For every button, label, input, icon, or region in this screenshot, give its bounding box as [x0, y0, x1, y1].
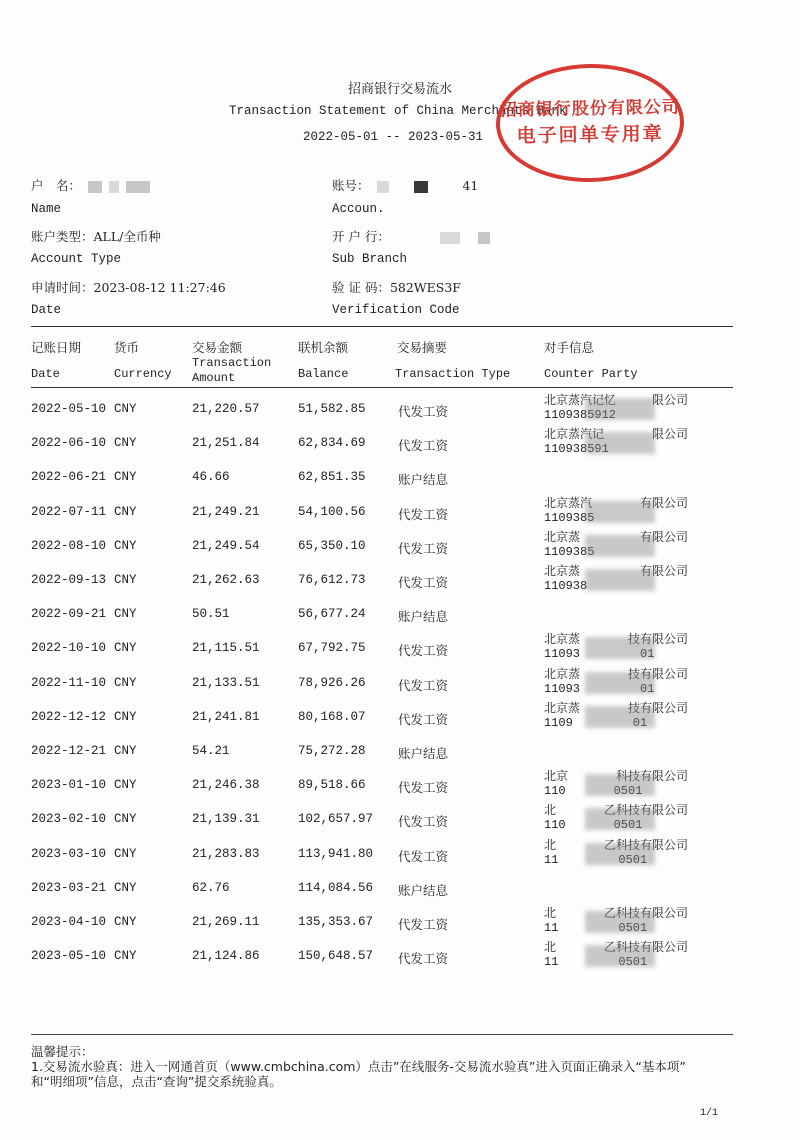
- cell-date: 2022-09-13: [31, 573, 107, 587]
- col-header-date-en: Date: [31, 367, 60, 381]
- tips-block: [31, 1044, 686, 1089]
- counterparty-account: 11 0501: [544, 955, 648, 970]
- cell-currency: CNY: [114, 641, 137, 656]
- cell-balance: 62,851.35: [298, 470, 366, 485]
- redaction-mosaic: [585, 535, 655, 557]
- cell-balance: 75,272.28: [298, 744, 366, 758]
- counterparty-account: 110938: [544, 579, 588, 593]
- cell-currency: CNY: [114, 709, 137, 724]
- cell-balance: 78,926.26: [298, 675, 366, 690]
- cell-currency: CNY: [114, 880, 137, 895]
- cell-date: 2022-06-21: [31, 470, 107, 485]
- counterparty-name: 北京蒸汽记 限公司: [544, 427, 689, 442]
- cell-date: 2022-12-12: [31, 709, 107, 724]
- col-header-type-en: Transaction Type: [395, 367, 511, 381]
- col-header-date-cn: 记账日期: [31, 340, 82, 355]
- cell-type: 代发工资: [398, 575, 449, 590]
- cell-amount: 21,220.57: [192, 402, 260, 416]
- table-row: [0, 427, 800, 470]
- col-header-counterparty-cn: 对手信息: [544, 340, 595, 355]
- sub-branch-label-cn: [332, 227, 490, 245]
- counterparty-name: 北京蒸 技有限公司: [544, 666, 689, 681]
- cell-amount: 21,241.81: [192, 709, 260, 724]
- cell-balance: 51,582.85: [298, 402, 366, 416]
- cell-balance: 76,612.73: [298, 573, 366, 587]
- col-header-counterparty-en: Counter Party: [544, 367, 638, 381]
- cell-amount: 21,283.83: [192, 846, 260, 861]
- counterparty-name: 北京 科技有限公司: [544, 769, 689, 784]
- cell-amount: 62.76: [192, 880, 230, 895]
- cell-amount: 21,115.51: [192, 641, 260, 656]
- sub-branch-cn-text: 开 户 行：: [332, 229, 390, 244]
- cell-date: 2023-05-10: [31, 949, 107, 964]
- cell-currency: CNY: [114, 675, 137, 690]
- cell-date: 2022-06-10: [31, 436, 107, 451]
- statement-period: 2022-05-01 -- 2023-05-31: [303, 130, 484, 144]
- cell-date: 2022-07-11: [31, 504, 107, 519]
- cell-currency: CNY: [114, 915, 137, 929]
- counterparty-name: 北京蒸汽 有限公司: [544, 495, 689, 510]
- cell-currency: CNY: [114, 778, 137, 793]
- cell-currency: CNY: [114, 402, 137, 416]
- redaction-mosaic: [585, 637, 655, 659]
- counterparty-name: 北京蒸 有限公司: [544, 529, 689, 544]
- cell-type: 代发工资: [398, 917, 449, 932]
- redaction-block: [126, 181, 150, 193]
- cell-type: 代发工资: [398, 780, 449, 796]
- table-row: [0, 700, 800, 744]
- cell-amount: 21,133.51: [192, 675, 260, 690]
- redaction-block: [478, 232, 490, 244]
- cell-date: 2022-09-21: [31, 607, 107, 622]
- cell-currency: CNY: [114, 607, 137, 622]
- redaction-mosaic: [585, 945, 655, 967]
- account-name-label-en: Name: [31, 202, 62, 216]
- cell-balance: 113,941.80: [298, 846, 374, 861]
- redaction-block: [377, 181, 389, 193]
- seal-line-2: 电子回单专用章: [516, 122, 664, 148]
- col-header-currency-en: Currency: [114, 367, 172, 381]
- cell-currency: CNY: [114, 436, 137, 451]
- footer-divider: [31, 1034, 733, 1035]
- cell-amount: 21,139.31: [192, 812, 260, 827]
- counterparty-account: 110 0501: [544, 818, 643, 833]
- cell-date: 2022-12-21: [31, 744, 107, 758]
- redaction-block: [109, 181, 119, 193]
- cell-amount: 21,251.84: [192, 436, 260, 451]
- cell-type: 账户结息: [398, 746, 449, 761]
- cell-amount: 21,249.21: [192, 504, 260, 519]
- cell-balance: 67,792.75: [298, 641, 366, 656]
- redaction-mosaic: [585, 808, 655, 830]
- cell-amount: 21,262.63: [192, 573, 260, 587]
- redaction-mosaic: [585, 501, 655, 523]
- counterparty-account: 1109385: [544, 510, 595, 525]
- cell-currency: CNY: [114, 470, 137, 485]
- counterparty-account: 11093 01: [544, 681, 655, 696]
- cell-type: 账户结息: [398, 609, 449, 625]
- cell-date: 2023-01-10: [31, 778, 107, 793]
- redaction-mosaic: [585, 672, 655, 694]
- table-row: [0, 940, 800, 983]
- col-header-balance-en: Balance: [298, 367, 349, 381]
- cell-type: 代发工资: [398, 848, 449, 864]
- header-divider: [31, 326, 733, 327]
- counterparty-account: 110 0501: [544, 784, 643, 799]
- tips-title: 温馨提示：: [31, 1044, 94, 1059]
- cell-type: 账户结息: [398, 472, 449, 488]
- cell-balance: 135,353.67: [298, 915, 374, 929]
- col-header-type-cn: 交易摘要: [397, 340, 448, 355]
- cell-balance: 54,100.56: [298, 504, 366, 519]
- redaction-mosaic: [585, 432, 655, 454]
- counterparty-account: 110938591: [544, 442, 609, 457]
- sub-branch-en: Sub Branch: [332, 252, 408, 266]
- cell-date: 2023-04-10: [31, 915, 107, 929]
- redaction-mosaic: [585, 911, 655, 933]
- account-type-en: Account Type: [31, 252, 122, 266]
- cell-date: 2022-11-10: [31, 675, 107, 690]
- cell-currency: CNY: [114, 846, 137, 861]
- request-time-cn: 申请时间：2023-08-12 11:27:46: [31, 280, 226, 295]
- cell-currency: CNY: [114, 744, 137, 758]
- redaction-mosaic: [585, 774, 655, 796]
- counterparty-name: 北京蒸 有限公司: [544, 564, 689, 578]
- cell-balance: 56,677.24: [298, 607, 366, 622]
- cell-balance: 89,518.66: [298, 778, 366, 793]
- cell-currency: CNY: [114, 538, 137, 553]
- counterparty-account: 1109385912: [544, 408, 617, 422]
- cell-date: 2023-03-10: [31, 846, 107, 861]
- cell-type: 代发工资: [398, 438, 449, 454]
- counterparty-name: 北京蒸 技有限公司: [544, 632, 689, 647]
- redaction-block: [440, 232, 460, 244]
- counterparty-account: 11093 01: [544, 647, 655, 662]
- cell-currency: CNY: [114, 812, 137, 827]
- counterparty-name: 北 乙科技有限公司: [544, 803, 689, 818]
- cell-date: 2023-02-10: [31, 812, 107, 827]
- cell-currency: CNY: [114, 504, 137, 519]
- verification-code-en: Verification Code: [332, 303, 460, 317]
- redaction-mosaic: [585, 843, 655, 865]
- counterparty-name: 北 乙科技有限公司: [544, 940, 689, 955]
- counterparty-account: 1109385: [544, 544, 595, 559]
- cell-balance: 150,648.57: [298, 949, 374, 964]
- cell-amount: 21,269.11: [192, 915, 260, 929]
- cell-type: 代发工资: [398, 951, 449, 967]
- cell-balance: 102,657.97: [298, 812, 374, 827]
- account-number-label-cn: [332, 176, 478, 194]
- counterparty-name: 北 乙科技有限公司: [544, 837, 689, 852]
- cell-type: 代发工资: [398, 711, 449, 727]
- col-header-balance-cn: 联机余额: [298, 340, 349, 355]
- cell-balance: 65,350.10: [298, 538, 366, 553]
- cell-date: 2022-08-10: [31, 538, 107, 553]
- cell-type: 代发工资: [398, 404, 449, 419]
- col-header-currency-cn: 货币: [114, 340, 140, 355]
- statement-title-cn: 招商银行交易流水: [347, 82, 452, 97]
- cell-type: 代发工资: [398, 814, 449, 830]
- cell-type: 账户结息: [398, 882, 449, 898]
- verification-code-cn: 验 证 码：582WES3F: [332, 280, 461, 295]
- account-number-tail: 41: [462, 178, 479, 193]
- cell-type: 代发工资: [398, 677, 449, 693]
- redaction-mosaic: [585, 569, 655, 591]
- cell-balance: 80,168.07: [298, 709, 366, 724]
- cell-amount: 21,246.38: [192, 778, 260, 793]
- cell-amount: 54.21: [192, 744, 230, 758]
- table-row: [0, 564, 800, 607]
- cell-date: 2022-10-10: [31, 641, 107, 656]
- cell-amount: 50.51: [192, 607, 230, 622]
- col-header-amount-cn: 交易金额: [192, 340, 243, 355]
- redaction-block: [88, 181, 102, 193]
- cell-currency: CNY: [114, 949, 137, 964]
- tips-line-2: 和“明细项”信息，点击“查询”提交系统验真。: [31, 1074, 282, 1089]
- account-name-cn-text: 户 名：: [31, 178, 82, 193]
- tips-line-1: 1.交易流水验真：进入一网通首页（www.cmbchina.com）点击”在线服务-交易流水验真”进入页面正确录入“基本项”: [31, 1059, 686, 1074]
- redaction-mosaic: [585, 398, 655, 420]
- cell-amount: 46.66: [192, 470, 230, 485]
- cell-amount: 21,124.86: [192, 949, 260, 964]
- table-header-divider: [31, 387, 733, 388]
- page-number: 1/1: [699, 1108, 718, 1119]
- bank-seal-stamp: [495, 62, 685, 183]
- counterparty-account: 11 0501: [544, 852, 648, 867]
- account-number-cn-text: 账号：: [332, 178, 370, 193]
- seal-line-1: 招商银行股份有限公司: [499, 97, 680, 121]
- cell-currency: CNY: [114, 573, 137, 587]
- account-type-cn: 账户类型：ALL/全币种: [31, 229, 161, 244]
- counterparty-account: 11 0501: [544, 921, 648, 935]
- cell-type: 代发工资: [398, 540, 449, 556]
- col-header-amount-en: Transaction Amount: [192, 356, 272, 385]
- counterparty-name: 北京蒸汽记忆 限公司: [544, 393, 689, 407]
- counterparty-account: 1109 01: [544, 715, 648, 730]
- cell-type: 代发工资: [398, 506, 449, 522]
- counterparty-name: 北 乙科技有限公司: [544, 906, 689, 920]
- cell-balance: 114,084.56: [298, 880, 374, 895]
- statement-title-en: Transaction Statement of China Merchants Bank: [229, 104, 567, 118]
- account-name-label-cn: [31, 176, 150, 194]
- account-number-label-en: Accoun.: [332, 202, 385, 216]
- counterparty-name: 北京蒸 技有限公司: [544, 700, 689, 715]
- cell-type: 代发工资: [398, 643, 449, 659]
- redaction-mosaic: [585, 706, 655, 728]
- request-time-en: Date: [31, 303, 62, 317]
- cell-date: 2022-05-10: [31, 402, 107, 416]
- cell-balance: 62,834.69: [298, 436, 366, 451]
- cell-date: 2023-03-21: [31, 880, 107, 895]
- table-row: [0, 837, 800, 881]
- cell-amount: 21,249.54: [192, 538, 260, 553]
- redaction-block: [414, 181, 428, 193]
